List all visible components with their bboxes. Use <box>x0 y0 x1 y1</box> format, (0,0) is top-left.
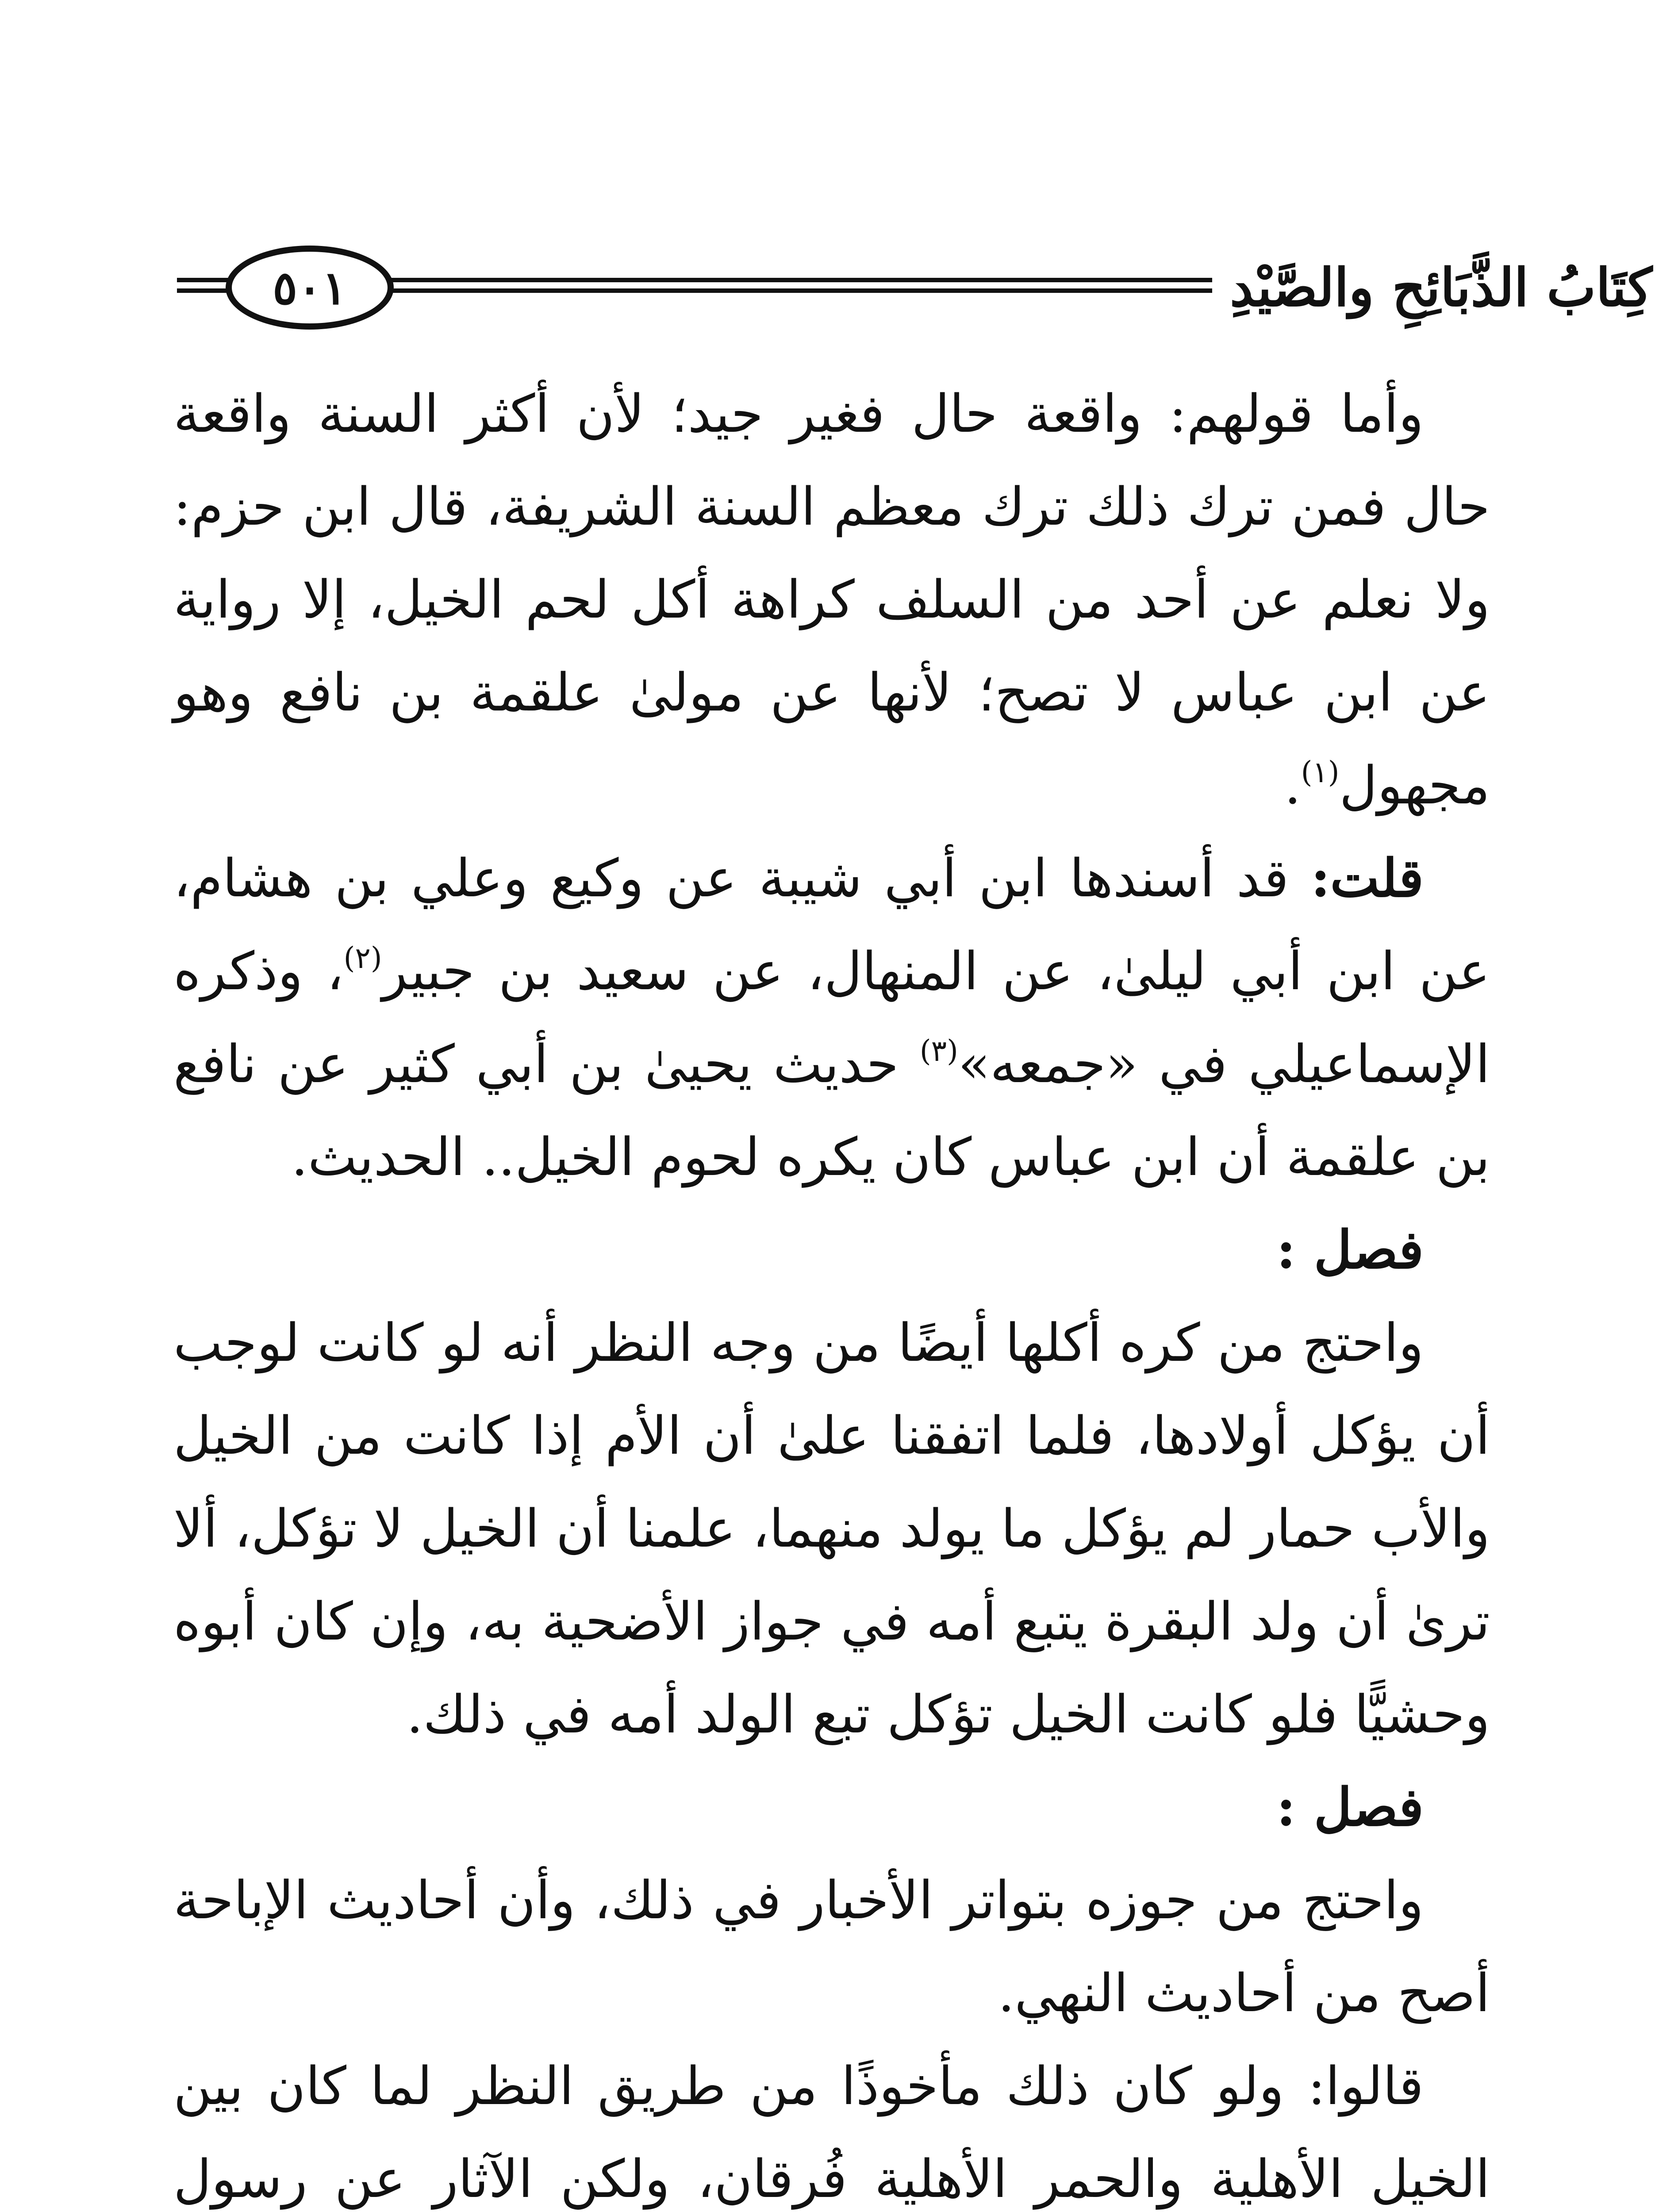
qultu-label: قلت: <box>1311 847 1424 909</box>
section-heading: فصل : <box>1276 1776 1424 1838</box>
section-heading: فصل : <box>1276 1219 1424 1280</box>
paragraph: وأما قولهم: واقعة حال فغير جيد؛ لأن أكثر السنة واقعة حال فمن ترك ذلك ترك معظم السنة الشريفة، قال ابن حزم: ولا نعلم عن أحد من السلف كراهة أكل لحم الخيل، إلا رواية عن ابن عباس لا تصح؛ لأنها عن مولىٰ علقمة بن نافع وهو مجهول$^{(١)}$. <box>173 383 1490 816</box>
paragraph: واحتج من كره أكلها أيضًا من وجه النظر أنه لو كانت لوجب أن يؤكل أولادها، فلما اتفقنا علىٰ أن الأم إذا كانت من الخيل والأب حمار لم يؤكل ما يولد منهما، علمنا أن الخيل لا تؤكل، ألا ترىٰ أن ولد البقرة يتبع أمه في جواز الأضحية به، وإن كان أبوه وحشيًّا فلو كانت الخيل تؤكل تبع الولد أمه في ذلك. <box>173 1312 1490 1745</box>
main-text <box>173 367 1490 2212</box>
footnote-ref: (٣) <box>919 1034 958 1068</box>
page-number: ٥٠١ <box>273 260 347 315</box>
paragraph: قلت: قد أسندها ابن أبي شيبة عن وكيع وعلي بن هشام، عن ابن أبي ليلىٰ، عن المنهال، عن سعيد بن جبير$^{(٢)}$، وذكره الإسماعيلي في «جمعه»$^{(٣)}$ حديث يحيىٰ بن أبي كثير عن نافع بن علقمة أن ابن عباس كان يكره لحوم الخيل.. الحديث. <box>173 847 1490 1187</box>
running-title: كِتَابُ الذَّبَائِحِ والصَّيْدِ <box>1212 257 1659 318</box>
footnote-ref: (١) <box>1301 755 1340 789</box>
footnote-ref: (٢) <box>343 941 382 975</box>
page-header <box>177 239 1653 336</box>
paragraph: واحتج من جوزه بتواتر الأخبار في ذلك، وأن أحاديث الإباحة أصح من أحاديث النهي. <box>173 1870 1490 2024</box>
page-number-badge <box>226 246 394 330</box>
paragraph: قالوا: ولو كان ذلك مأخوذًا من طريق النظر لما كان بين الخيل الأهلية والحمر الأهلية فُرقان، ولكن الآثار عن رسول <box>173 2055 1490 2209</box>
